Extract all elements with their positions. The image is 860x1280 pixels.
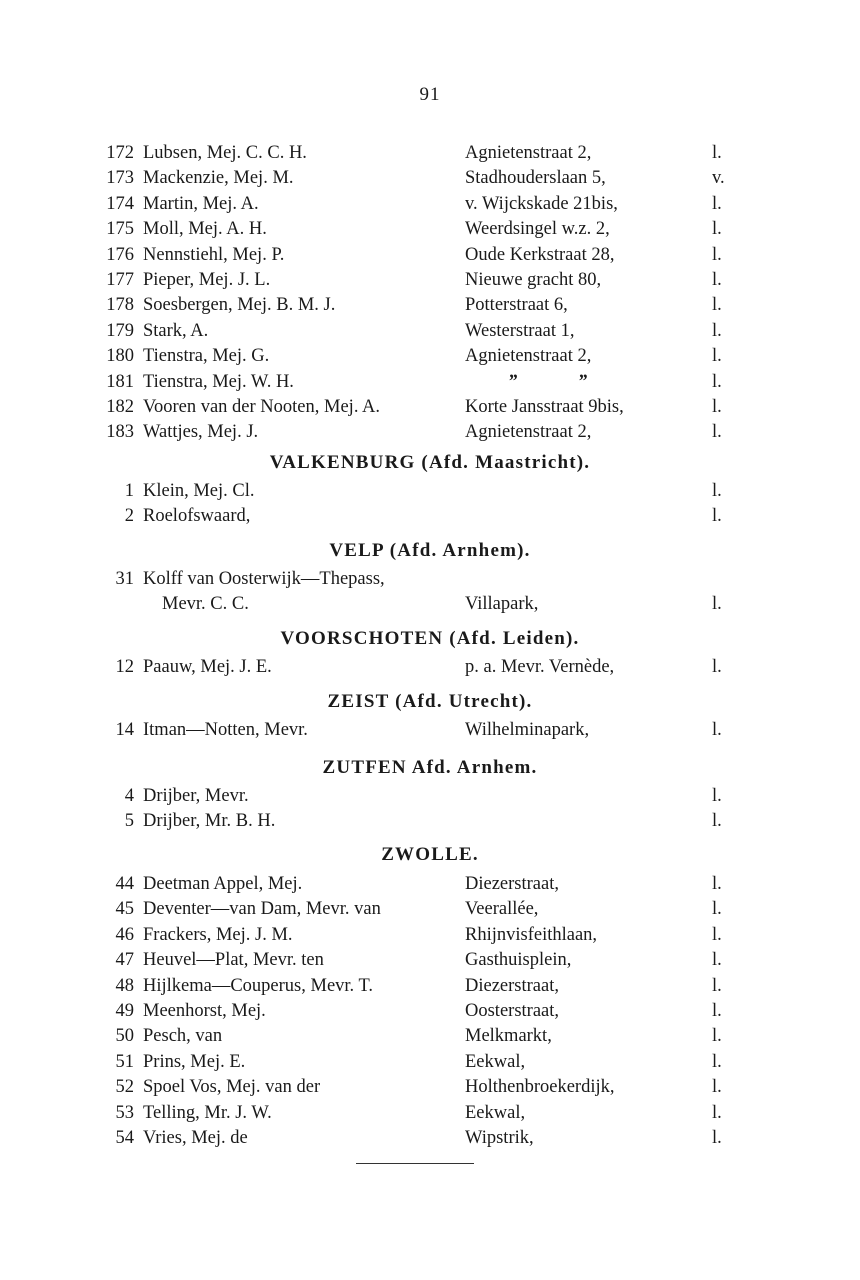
list-item: 45 Deventer—van Dam, Mevr. van Veerallée, l. [115,899,722,920]
section-voorschoten [0,655,860,680]
list-item: 52 Spoel Vos, Mej. van der Holthenbroekerdijk, l. [115,1077,722,1098]
list-item: 1 Klein, Mej. Cl. l. [124,481,722,501]
list-item: 51 Prins, Mej. E. Eekwal, l. [115,1051,722,1072]
list-item: 53 Telling, Mr. J. W. Eekwal, l. [115,1102,722,1123]
list-item: 179 Stark, A. Westerstraat 1, l. [106,320,722,341]
list-item: 5 Drijber, Mr. B. H. l. [124,811,722,832]
section-velp [0,567,860,618]
list-item: 177 Pieper, Mej. J. L. Nieuwe gracht 80, l. [106,269,722,290]
section-zutfen [0,784,860,835]
section-heading-valkenburg: VALKENBURG (Afd. Maastricht). [269,452,591,473]
list-item: 31 Kolff van Oosterwijk—Thepass, [115,569,385,589]
list-item: 54 Vries, Mej. de Wipstrik, l. [115,1127,722,1148]
section-zeist [0,718,860,743]
page-number: 91 [419,84,441,105]
list-item: 46 Frackers, Mej. J. M. Rhijnvisfeithlaan, l. [115,924,722,945]
list-item: 174 Martin, Mej. A. v. Wijckskade 21bis, l. [106,193,722,214]
closing-rule [356,1163,474,1164]
list-item: 14 Itman—Notten, Mevr. Wilhelminapark, l. [115,720,722,740]
section-heading-velp: VELP (Afd. Arnhem). [329,540,531,561]
list-item: 12 Paauw, Mej. J. E. p. a. Mevr. Vernède, l. [115,657,722,677]
list-item: 175 Moll, Mej. A. H. Weerdsingel w.z. 2, l. [106,219,722,240]
section-heading-zutfen: ZUTFEN Afd. Arnhem. [322,757,538,778]
list-item: 182 Vooren van der Nooten, Mej. A. Korte Jansstraat 9bis, l. [106,396,722,417]
section-heading-zwolle: ZWOLLE. [381,844,479,865]
list-item: 172 Lubsen, Mej. C. C. H. Agnietenstraat 2, l. [106,143,722,163]
list-item: 49 Meenhorst, Mej. Oosterstraat, l. [115,1000,722,1021]
list-item: 44 Deetman Appel, Mej. Diezerstraat, l. [115,874,722,894]
list-item: 47 Heuvel—Plat, Mevr. ten Gasthuisplein, l. [115,950,722,971]
list-item: 50 Pesch, van Melkmarkt, l. [115,1026,722,1047]
list-item: 2 Roelofswaard, l. [124,506,722,527]
member-list-top [0,141,860,446]
section-zwolle [0,872,860,1151]
list-item: Mevr. C. C. Villapark, l. [162,594,722,615]
section-valkenburg [0,479,860,530]
list-item: 173 Mackenzie, Mej. M. Stadhouderslaan 5, v. [106,168,725,189]
list-item: 178 Soesbergen, Mej. B. M. J. Potterstraat 6, l. [106,295,722,316]
list-item: 180 Tienstra, Mej. G. Agnietenstraat 2, l. [106,346,722,367]
list-item: 176 Nennstiehl, Mej. P. Oude Kerkstraat 28, l. [106,244,722,265]
list-item: 181 Tienstra, Mej. W. H. ” ” l. [0,370,860,395]
section-heading-zeist: ZEIST (Afd. Utrecht). [327,691,533,712]
list-item: 48 Hijlkema—Couperus, Mevr. T. Diezerstraat, l. [115,975,722,996]
ditto-marks: ” ” [508,371,616,392]
section-heading-voorschoten: VOORSCHOTEN (Afd. Leiden). [280,628,580,649]
list-item: 183 Wattjes, Mej. J. Agnietenstraat 2, l. [106,422,722,443]
list-item: 4 Drijber, Mevr. l. [124,786,722,806]
